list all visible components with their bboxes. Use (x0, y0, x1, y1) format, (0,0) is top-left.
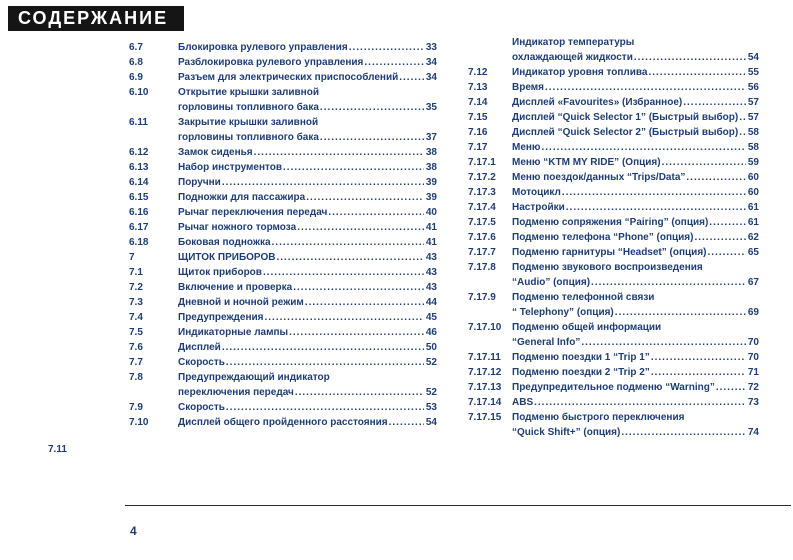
toc-line (129, 175, 437, 190)
toc-dot-leader (364, 55, 423, 70)
toc-dot-leader (289, 325, 424, 340)
toc-entry-page: 60 (747, 187, 759, 198)
toc-entry (129, 175, 437, 190)
toc-line (129, 355, 437, 370)
toc-entry-title: Меню (512, 142, 541, 153)
toc-dot-leader (399, 70, 424, 85)
toc-entry (468, 230, 759, 245)
toc-dot-leader (566, 200, 746, 215)
toc-entry-number: 7.2 (129, 282, 143, 293)
toc-dot-leader (621, 425, 746, 440)
toc-dot-leader (562, 185, 746, 200)
toc-line (468, 275, 759, 290)
toc-entry-number: 7.12 (468, 67, 488, 78)
toc-entry-title: Дисплей «Favourites» (Избранное) (512, 97, 683, 108)
toc-line (129, 310, 437, 325)
toc-dot-leader (222, 340, 424, 355)
toc-entry (129, 325, 437, 340)
toc-entry-page: 61 (747, 217, 759, 228)
toc-line (468, 395, 759, 410)
toc-line (129, 55, 437, 70)
toc-line (468, 140, 759, 155)
toc-entry-title: Открытие крышки заливной (178, 87, 319, 98)
toc-entry-number: 6.10 (129, 87, 149, 98)
toc-entry-number: 6.13 (129, 162, 149, 173)
toc-entry-title: Меню “KTM MY RIDE” (Опция) (512, 157, 661, 168)
toc-entry-number: 7.6 (129, 342, 143, 353)
toc-entry-page: 50 (425, 342, 437, 353)
toc-dot-leader (320, 100, 424, 115)
toc-entry (468, 65, 759, 80)
toc-entry-title: Подменю телефона “Phone” (опция) (512, 232, 694, 243)
toc-entry-number: 7.1 (129, 267, 143, 278)
toc-entry (468, 215, 759, 230)
toc-dot-leader (591, 275, 746, 290)
toc-entry (129, 205, 437, 220)
toc-entry (129, 400, 437, 415)
toc-entry (129, 235, 437, 250)
toc-entry-number: 6.12 (129, 147, 149, 158)
toc-entry-title: Предупреждающий индикатор (178, 372, 330, 383)
toc-entry-number: 6.11 (129, 117, 148, 128)
toc-entry (129, 370, 437, 400)
toc-line (129, 250, 437, 265)
toc-entry-number: 7.17.5 (468, 217, 496, 228)
toc-line (468, 290, 759, 305)
toc-line (468, 260, 759, 275)
toc-entry (468, 410, 759, 440)
toc-entry-page: 34 (425, 57, 437, 68)
toc-entry-number: 6.8 (129, 57, 143, 68)
toc-entry-page: 74 (747, 427, 759, 438)
toc-entry-title: “Audio” (опция) (512, 277, 591, 288)
toc-line (129, 70, 437, 85)
toc-entry (468, 200, 759, 215)
toc-entry-title: Подменю телефонной связи (512, 292, 655, 303)
toc-entry-number: 6.9 (129, 72, 143, 83)
toc-entry (468, 380, 759, 395)
toc-entry-title: Индикатор уровня топлива (512, 67, 648, 78)
toc-dot-leader (349, 40, 424, 55)
toc-entry-page: 37 (425, 132, 437, 143)
toc-entry-page: 65 (747, 247, 759, 258)
toc-dot-leader (226, 355, 424, 370)
toc-entry-page: 35 (425, 102, 437, 113)
toc-entry-page: 46 (425, 327, 437, 338)
toc-entry (468, 155, 759, 170)
toc-entry-title: охлаждающей жидкости (512, 52, 633, 63)
toc-dot-leader (634, 50, 746, 65)
toc-dot-leader (276, 250, 423, 265)
toc-dot-leader (662, 155, 746, 170)
toc-line (468, 125, 759, 140)
toc-entry-number: 7.17.13 (468, 382, 502, 393)
toc-entry (129, 160, 437, 175)
toc-line (468, 170, 759, 185)
toc-line (129, 85, 437, 100)
toc-dot-leader (263, 265, 424, 280)
toc-line (129, 340, 437, 355)
toc-entry (468, 80, 759, 95)
toc-line (129, 130, 437, 145)
toc-entry-page: 43 (425, 267, 437, 278)
toc-entry (129, 250, 437, 265)
toc-line (468, 185, 759, 200)
toc-entry (129, 115, 437, 145)
toc-dot-leader (686, 170, 745, 185)
toc-line (129, 190, 437, 205)
toc-entry-title: Меню поездок/данных “Trips/Data” (512, 172, 686, 183)
toc-entry-page: 57 (747, 97, 759, 108)
toc-entry-page: 57 (747, 112, 759, 123)
toc-entry-title: Подменю сопряжения “Pairing” (опция) (512, 217, 709, 228)
toc-entry-number: 6.18 (129, 237, 149, 248)
toc-entry-page: 55 (747, 67, 759, 78)
toc-entry-title: “General Info” (512, 337, 581, 348)
toc-entry (129, 70, 437, 85)
toc-line (129, 415, 437, 430)
toc-entry-number: 7.17.12 (468, 367, 502, 378)
toc-entry-title: ЩИТОК ПРИБОРОВ (178, 252, 276, 263)
toc-line (468, 215, 759, 230)
toc-entry-title: Предупреждения (178, 312, 264, 323)
toc-dot-leader (581, 335, 746, 350)
toc-entry-title: Скорость (178, 402, 225, 413)
toc-entry (129, 355, 437, 370)
toc-entry-page: 58 (747, 142, 759, 153)
toc-entry-title: ABS (512, 397, 534, 408)
toc-entry-title: Подменю быстрого переключения (512, 412, 685, 423)
toc-dot-leader (709, 215, 746, 230)
toc-entry-title: Подменю поездки 1 “Trip 1” (512, 352, 650, 363)
toc-line (129, 145, 437, 160)
toc-entry-page: 70 (747, 337, 759, 348)
toc-entry-number: 7.17.1 (468, 157, 496, 168)
toc-entry-number: 7.17.9 (468, 292, 496, 303)
toc-entry-title: Предупредительное подменю “Warning” (512, 382, 715, 393)
toc-entry-number: 7.14 (468, 97, 488, 108)
toc-entry-title: Дисплей общего пройденного расстояния (178, 417, 388, 428)
toc-dot-leader (545, 80, 746, 95)
toc-entry-number: 6.14 (129, 177, 149, 188)
toc-entry (468, 185, 759, 200)
toc-entry-page: 33 (425, 42, 437, 53)
toc-dot-leader (265, 310, 424, 325)
toc-entry-page: 41 (425, 237, 437, 248)
toc-entry-title: горловины топливного бака (178, 132, 319, 143)
toc-dot-leader (389, 415, 424, 430)
toc-dot-leader (295, 385, 424, 400)
toc-entry (129, 145, 437, 160)
toc-line (129, 100, 437, 115)
toc-entry (129, 265, 437, 280)
toc-line (129, 370, 437, 385)
toc-entry-number: 7.17 (468, 142, 488, 153)
toc-entry-number: 7.17.6 (468, 232, 496, 243)
toc-entry-title: Закрытие крышки заливной (178, 117, 319, 128)
toc-dot-leader (651, 365, 746, 380)
toc-entry-number: 7.17.11 (468, 352, 501, 363)
toc-entry-page: 53 (425, 402, 437, 413)
toc-orphan-entry-number: 7.11 (48, 444, 67, 455)
toc-line (468, 425, 759, 440)
toc-entry-number: 7.8 (129, 372, 143, 383)
toc-line (468, 380, 759, 395)
toc-entry (129, 220, 437, 235)
toc-dot-leader (283, 160, 424, 175)
toc-entry-page: 56 (747, 82, 759, 93)
toc-line (468, 410, 759, 425)
toc-entry-page: 40 (425, 207, 437, 218)
toc-entry (129, 415, 437, 430)
toc-entry-title: Скорость (178, 357, 225, 368)
toc-entry-number: 7.7 (129, 357, 143, 368)
toc-entry-number: 7.17.3 (468, 187, 496, 198)
toc-entry (468, 35, 759, 65)
toc-line (468, 350, 759, 365)
toc-entry-title: Подменю поездки 2 “Trip 2” (512, 367, 650, 378)
toc-entry (468, 320, 759, 350)
toc-entry (129, 85, 437, 115)
toc-entry (468, 245, 759, 260)
toc-entry-title: Дисплей (178, 342, 221, 353)
toc-line (468, 95, 759, 110)
toc-entry-number: 6.7 (129, 42, 143, 53)
toc-entry-title: Индикаторные лампы (178, 327, 289, 338)
toc-dot-leader (320, 130, 424, 145)
toc-entry-page: 39 (425, 177, 437, 188)
toc-entry-number: 7.17.4 (468, 202, 496, 213)
toc-line (129, 385, 437, 400)
toc-entry-number: 7.17.2 (468, 172, 496, 183)
toc-line (468, 200, 759, 215)
toc-entry-title: Замок сиденья (178, 147, 253, 158)
toc-entry-page: 52 (425, 357, 437, 368)
toc-entry (468, 125, 759, 140)
toc-entry (468, 170, 759, 185)
toc-entry-number: 7.15 (468, 112, 488, 123)
toc-entry-number: 7.10 (129, 417, 149, 428)
toc-entry-number: 6.15 (129, 192, 149, 203)
toc-dot-leader (541, 140, 745, 155)
toc-entry-number: 6.17 (129, 222, 149, 233)
toc-line (468, 305, 759, 320)
toc-entry-title: Дневной и ночной режим (178, 297, 304, 308)
toc-entry-title: “Quick Shift+” (опция) (512, 427, 621, 438)
toc-entry-page: 54 (425, 417, 437, 428)
toc-entry-page: 38 (425, 147, 437, 158)
toc-entry-title: Боковая подножка (178, 237, 271, 248)
toc-entry-page: 39 (425, 192, 437, 203)
toc-entry (468, 395, 759, 410)
toc-dot-leader (649, 65, 746, 80)
toc-entry-page: 61 (747, 202, 759, 213)
contents-header: СОДЕРЖАНИЕ (8, 6, 184, 31)
toc-line (468, 80, 759, 95)
toc-entry-number: 7.17.8 (468, 262, 496, 273)
toc-entry-title: Блокировка рулевого управления (178, 42, 348, 53)
toc-line (129, 160, 437, 175)
toc-entry-page: 45 (425, 312, 437, 323)
toc-entry (468, 95, 759, 110)
toc-entry-page: 60 (747, 172, 759, 183)
toc-dot-leader (305, 295, 424, 310)
toc-entry-title: Подменю звукового воспроизведения (512, 262, 703, 273)
toc-entry-page: 59 (747, 157, 759, 168)
toc-entry-number: 6.16 (129, 207, 149, 218)
toc-entry-page: 71 (747, 367, 759, 378)
toc-line (468, 110, 759, 125)
toc-entry-page: 43 (425, 252, 437, 263)
toc-entry-number: 7.5 (129, 327, 143, 338)
toc-entry (468, 260, 759, 290)
toc-entry-page: 44 (425, 297, 437, 308)
toc-entry-title: Щиток приборов (178, 267, 262, 278)
toc-entry-number: 7.4 (129, 312, 143, 323)
toc-dot-leader (254, 145, 424, 160)
toc-entry-number: 7.17.7 (468, 247, 496, 258)
toc-dot-leader (615, 305, 746, 320)
toc-entry-number: 7.16 (468, 127, 488, 138)
toc-line (129, 205, 437, 220)
toc-entry (468, 290, 759, 320)
toc-entry-title: Включение и проверка (178, 282, 293, 293)
toc-entry (129, 55, 437, 70)
toc-entry (129, 310, 437, 325)
toc-dot-leader (683, 95, 746, 110)
toc-entry-page: 34 (425, 72, 437, 83)
toc-line (129, 220, 437, 235)
toc-entry-number: 7.17.14 (468, 397, 502, 408)
toc-entry-title: Набор инструментов (178, 162, 283, 173)
toc-dot-leader (739, 125, 746, 140)
toc-line (129, 40, 437, 55)
toc-line (468, 245, 759, 260)
toc-entry (129, 40, 437, 55)
toc-entry-number: 7.3 (129, 297, 143, 308)
toc-entry-number: 7.17.15 (468, 412, 502, 423)
toc-entry-page: 43 (425, 282, 437, 293)
toc-entry-title: Разблокировка рулевого управления (178, 57, 364, 68)
toc-entry-title: Рычаг ножного тормоза (178, 222, 297, 233)
toc-entry-page: 67 (747, 277, 759, 288)
toc-dot-leader (707, 245, 745, 260)
toc-dot-leader (651, 350, 746, 365)
toc-line (468, 35, 759, 50)
toc-entry-page: 52 (425, 387, 437, 398)
toc-entry-number: 7.13 (468, 82, 488, 93)
toc-line (129, 325, 437, 340)
toc-entry-title: Подменю общей информации (512, 322, 662, 333)
toc-dot-leader (222, 175, 424, 190)
toc-entry-title: переключения передач (178, 387, 294, 398)
toc-dot-leader (306, 190, 424, 205)
toc-entry (129, 340, 437, 355)
footer-rule (125, 505, 791, 506)
toc-line (468, 320, 759, 335)
toc-entry-title: Дисплей “Quick Selector 2” (Быстрый выбор) (512, 127, 739, 138)
toc-entry-page: 69 (747, 307, 759, 318)
toc-entry (468, 110, 759, 125)
toc-dot-leader (297, 220, 424, 235)
toc-line (468, 65, 759, 80)
toc-entry (129, 295, 437, 310)
toc-line (129, 295, 437, 310)
toc-entry-title: “ Telephony” (опция) (512, 307, 614, 318)
toc-line (129, 265, 437, 280)
toc-entry-page: 41 (425, 222, 437, 233)
toc-dot-leader (272, 235, 424, 250)
toc-entry-number: 7.9 (129, 402, 143, 413)
toc-column-right (468, 35, 759, 440)
toc-entry-title: Индикатор температуры (512, 37, 635, 48)
toc-entry-page: 70 (747, 352, 759, 363)
toc-entry (129, 280, 437, 295)
toc-line (468, 335, 759, 350)
toc-entry-page: 62 (747, 232, 759, 243)
toc-entry (468, 140, 759, 155)
toc-line (468, 155, 759, 170)
toc-entry-title: Подножки для пассажира (178, 192, 306, 203)
toc-dot-leader (293, 280, 424, 295)
toc-entry-page: 73 (747, 397, 759, 408)
page-number: 4 (130, 524, 137, 538)
toc-line (129, 235, 437, 250)
toc-entry-page: 58 (747, 127, 759, 138)
toc-column-left (129, 40, 437, 430)
toc-line (468, 365, 759, 380)
toc-entry-page: 54 (747, 52, 759, 63)
toc-entry (129, 190, 437, 205)
toc-dot-leader (226, 400, 424, 415)
toc-line (129, 400, 437, 415)
toc-entry-title: Мотоцикл (512, 187, 561, 198)
toc-entry-title: Подменю гарнитуры “Headset” (опция) (512, 247, 707, 258)
toc-entry-title: Настройки (512, 202, 565, 213)
toc-entry-title: Разъем для электрических приспособлений (178, 72, 399, 83)
toc-line (468, 230, 759, 245)
toc-entry (468, 365, 759, 380)
toc-dot-leader (716, 380, 746, 395)
toc-entry-title: Время (512, 82, 544, 93)
toc-entry-title: горловины топливного бака (178, 102, 319, 113)
toc-line (129, 280, 437, 295)
toc-entry (468, 350, 759, 365)
toc-dot-leader (694, 230, 745, 245)
toc-dot-leader (534, 395, 746, 410)
toc-entry-title: Дисплей “Quick Selector 1” (Быстрый выбор) (512, 112, 739, 123)
toc-entry-number: 7 (129, 252, 135, 263)
toc-dot-leader (739, 110, 746, 125)
toc-entry-title: Рычаг переключения передач (178, 207, 328, 218)
toc-line (129, 115, 437, 130)
toc-dot-leader (328, 205, 424, 220)
toc-entry-page: 72 (747, 382, 759, 393)
toc-entry-page: 38 (425, 162, 437, 173)
toc-entry-number: 7.17.10 (468, 322, 502, 333)
toc-entry-title: Поручни (178, 177, 221, 188)
toc-line (468, 50, 759, 65)
